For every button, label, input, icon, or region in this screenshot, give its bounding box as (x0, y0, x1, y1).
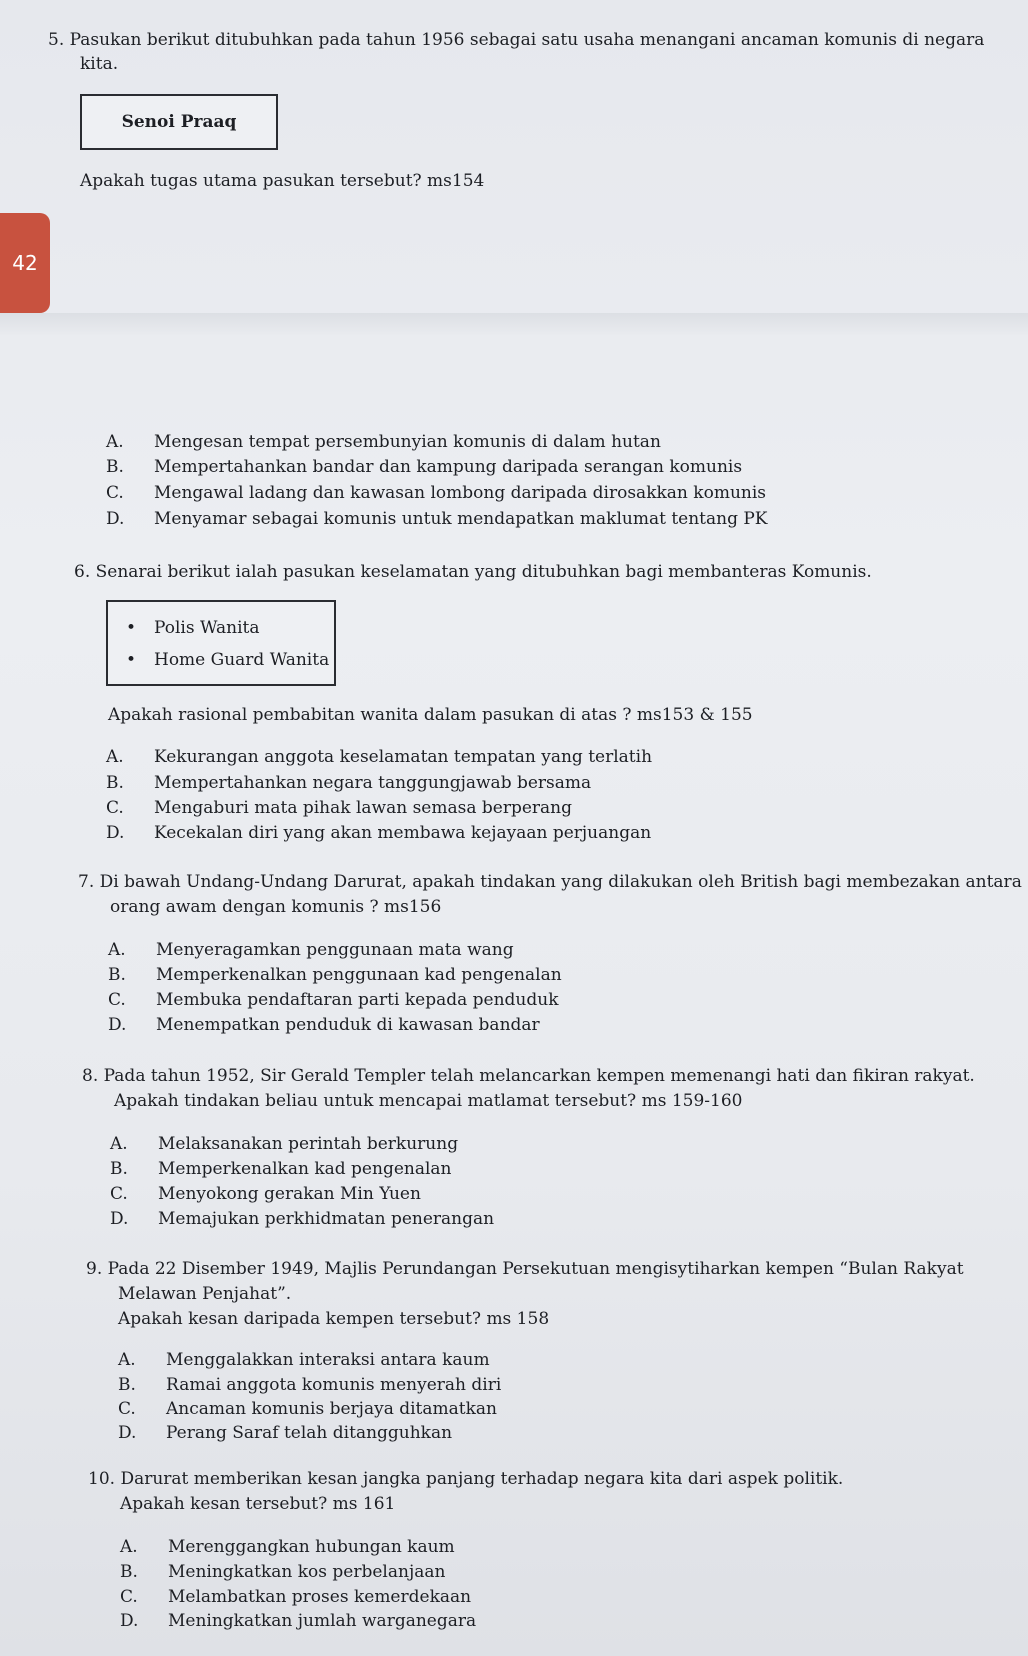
q6-option-d[interactable] (106, 821, 651, 845)
q8-option-d[interactable] (110, 1207, 494, 1231)
option-text: Mengawal ladang dan kawasan lombong daripada dirosakkan komunis (154, 483, 766, 503)
page-divider (0, 313, 1028, 335)
q7-option-d[interactable] (108, 1013, 540, 1037)
q5-option-c[interactable] (106, 481, 766, 505)
q9-option-d[interactable] (118, 1421, 452, 1445)
q7-stem-line2: orang awam dengan komunis ? ms156 (110, 897, 442, 917)
bullet-glyph: • (126, 650, 137, 670)
option-text: Memajukan perkhidmatan penerangan (158, 1209, 495, 1229)
q9-stem-line2: Melawan Penjahat”. (118, 1284, 292, 1304)
q6-info-box (106, 600, 336, 686)
option-letter: D. (120, 1611, 139, 1631)
q7-option-a[interactable] (108, 938, 514, 962)
option-letter: D. (106, 509, 125, 529)
option-letter: A. (118, 1350, 136, 1370)
q9-stem-line1: 9. Pada 22 Disember 1949, Majlis Perundangan Persekutuan mengisytiharkan kempen “Bulan Rakyat (86, 1259, 964, 1279)
option-letter: B. (108, 965, 126, 985)
option-letter: A. (120, 1537, 138, 1557)
option-text: Menempatkan penduduk di kawasan bandar (156, 1015, 540, 1035)
q6-option-b[interactable] (106, 771, 591, 795)
q6-option-c[interactable] (106, 796, 572, 820)
option-text: Mengesan tempat persembunyian komunis di dalam hutan (154, 432, 661, 452)
option-letter: D. (118, 1423, 137, 1443)
q10-option-c[interactable] (120, 1585, 471, 1609)
q8-option-a[interactable] (110, 1132, 458, 1156)
option-letter: B. (110, 1159, 128, 1179)
option-letter: D. (106, 823, 125, 843)
option-text: Perang Saraf telah ditangguhkan (166, 1423, 453, 1443)
option-letter: D. (110, 1209, 129, 1229)
option-letter: A. (110, 1134, 128, 1154)
option-text: Memperkenalkan penggunaan kad pengenalan (156, 965, 562, 985)
option-text: Mengaburi mata pihak lawan semasa berperang (154, 798, 572, 818)
q5-info-box (80, 94, 278, 150)
q9-option-b[interactable] (118, 1373, 501, 1397)
option-letter: C. (106, 483, 124, 503)
q5-option-a[interactable] (106, 430, 661, 454)
option-text: Kekurangan anggota keselamatan tempatan yang terlatih (154, 747, 653, 767)
option-letter: C. (108, 990, 126, 1010)
q5-stem-line1: 5. Pasukan berikut ditubuhkan pada tahun 1956 sebagai satu usaha menangani ancaman komunis di negara (48, 30, 985, 50)
option-text: Ramai anggota komunis menyerah diri (166, 1375, 502, 1395)
option-text: Merenggangkan hubungan kaum (168, 1537, 455, 1557)
q9-option-a[interactable] (118, 1348, 490, 1372)
option-text: Menyeragamkan penggunaan mata wang (156, 940, 514, 960)
q6-question: Apakah rasional pembabitan wanita dalam pasukan di atas ? ms153 & 155 (108, 705, 753, 725)
option-text: Melambatkan proses kemerdekaan (168, 1587, 472, 1607)
q10-option-a[interactable] (120, 1535, 455, 1559)
q8-stem-line1: 8. Pada tahun 1952, Sir Gerald Templer telah melancarkan kempen memenangi hati dan fikiran rakyat. (82, 1066, 975, 1086)
q10-stem-line2: Apakah kesan tersebut? ms 161 (120, 1494, 396, 1514)
option-text: Menyokong gerakan Min Yuen (158, 1184, 421, 1204)
q7-stem-line1: 7. Di bawah Undang-Undang Darurat, apakah tindakan yang dilakukan oleh British bagi membezakan antara (78, 872, 1022, 892)
q5-box-text: Senoi Praaq (121, 112, 237, 132)
option-text: Meningkatkan jumlah warganegara (168, 1611, 477, 1631)
option-text: Menggalakkan interaksi antara kaum (166, 1350, 490, 1370)
q8-option-b[interactable] (110, 1157, 452, 1181)
option-letter: B. (118, 1375, 136, 1395)
q10-option-b[interactable] (120, 1560, 445, 1584)
q9-option-c[interactable] (118, 1397, 497, 1421)
q7-option-c[interactable] (108, 988, 559, 1012)
option-letter: C. (118, 1399, 136, 1419)
option-letter: A. (106, 747, 124, 767)
option-text: Meningkatkan kos perbelanjaan (168, 1562, 446, 1582)
option-letter: C. (120, 1587, 138, 1607)
bullet-glyph: • (126, 618, 137, 638)
option-text: Memperkenalkan kad pengenalan (158, 1159, 452, 1179)
option-text: Membuka pendaftaran parti kepada penduduk (156, 990, 559, 1010)
option-text: Menyamar sebagai komunis untuk mendapatkan maklumat tentang PK (154, 509, 768, 529)
option-letter: C. (110, 1184, 128, 1204)
q8-stem-line2: Apakah tindakan beliau untuk mencapai matlamat tersebut? ms 159-160 (114, 1091, 743, 1111)
option-letter: A. (106, 432, 124, 452)
q9-stem-line3: Apakah kesan daripada kempen tersebut? ms 158 (118, 1309, 550, 1329)
option-letter: B. (106, 773, 124, 793)
option-text: Melaksanakan perintah berkurung (158, 1134, 459, 1154)
q6-stem: 6. Senarai berikut ialah pasukan keselamatan yang ditubuhkan bagi membanteras Komunis. (74, 562, 872, 582)
option-letter: B. (106, 457, 124, 477)
option-text: Kecekalan diri yang akan membawa kejayaan perjuangan (154, 823, 652, 843)
q5-option-b[interactable] (106, 455, 742, 479)
q6-bullet-item (108, 648, 329, 672)
q7-option-b[interactable] (108, 963, 562, 987)
bullet-text: Home Guard Wanita (154, 650, 330, 670)
option-letter: B. (120, 1562, 138, 1582)
q8-option-c[interactable] (110, 1182, 421, 1206)
option-text: Mempertahankan bandar dan kampung daripada serangan komunis (154, 457, 743, 477)
q5-question: Apakah tugas utama pasukan tersebut? ms154 (80, 171, 485, 191)
option-letter: D. (108, 1015, 127, 1035)
q6-option-a[interactable] (106, 745, 652, 769)
q5-option-d[interactable] (106, 507, 768, 531)
option-text: Ancaman komunis berjaya ditamatkan (166, 1399, 497, 1419)
bullet-text: Polis Wanita (154, 618, 260, 638)
q10-stem-line1: 10. Darurat memberikan kesan jangka panjang terhadap negara kita dari aspek politik. (88, 1469, 844, 1489)
q5-stem-line2: kita. (80, 54, 119, 74)
q10-option-d[interactable] (120, 1609, 476, 1633)
option-letter: C. (106, 798, 124, 818)
page-number-badge: 42 (0, 213, 50, 313)
option-letter: A. (108, 940, 126, 960)
option-text: Mempertahankan negara tanggungjawab bersama (154, 773, 592, 793)
q6-bullet-item (108, 616, 259, 640)
